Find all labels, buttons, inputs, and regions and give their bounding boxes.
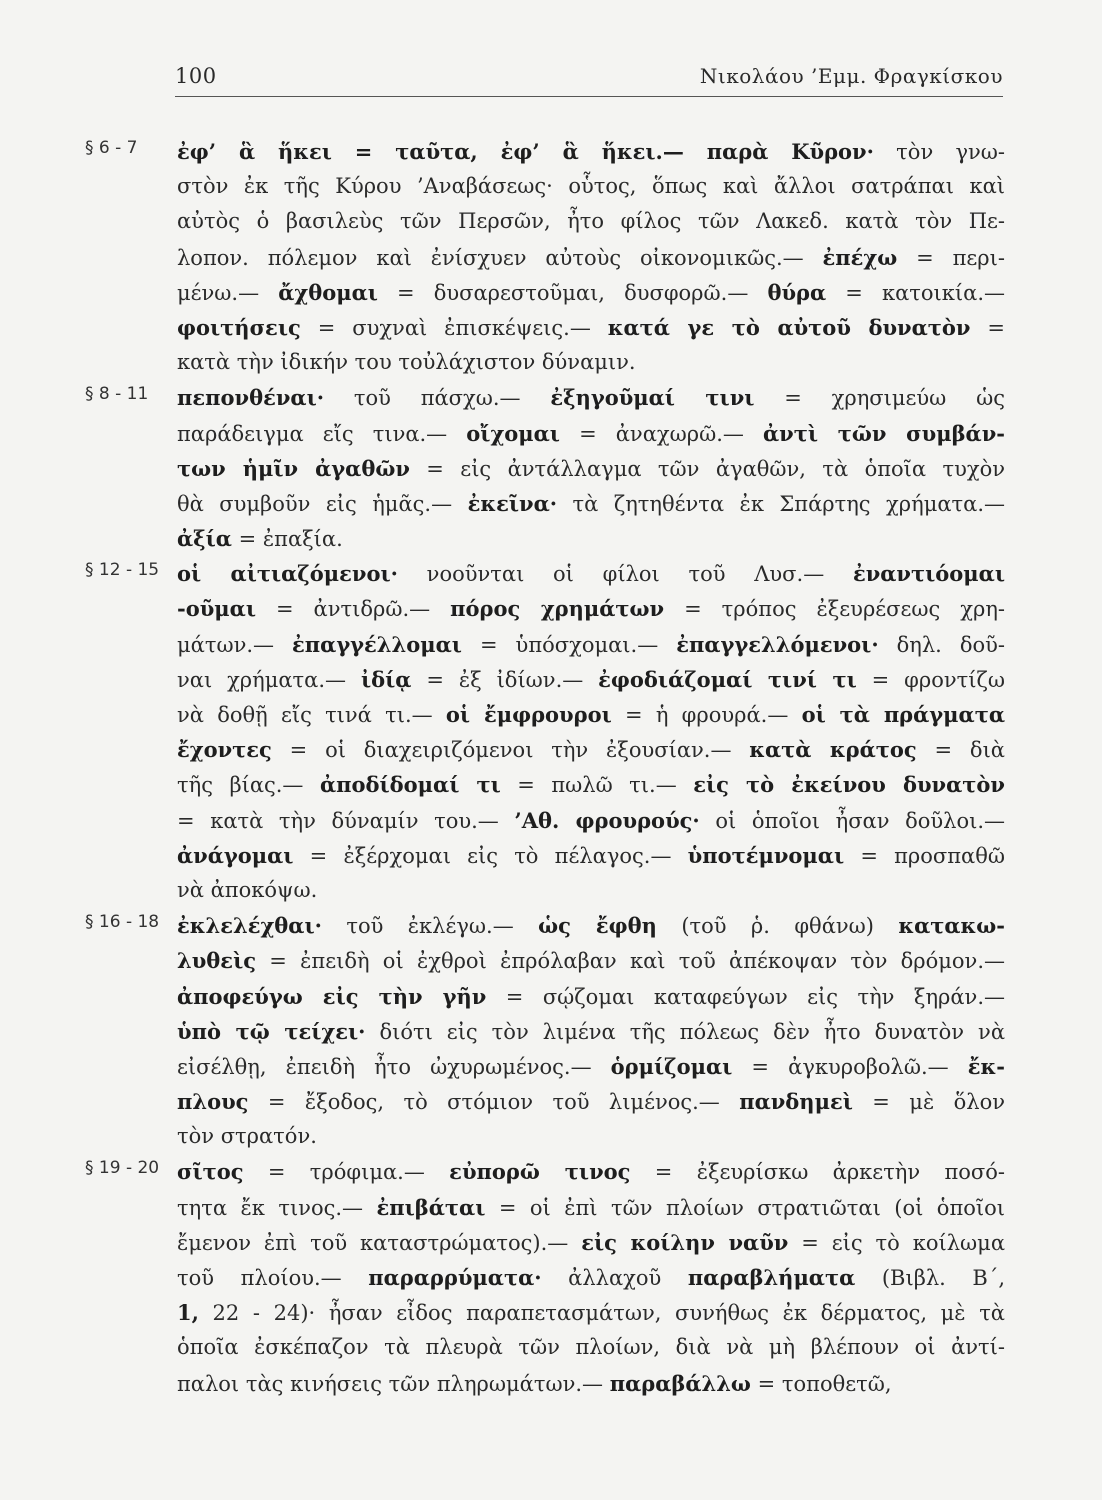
lemma: φοιτήσεις xyxy=(177,314,301,340)
lemma: σῖτος xyxy=(177,1159,244,1185)
lemma: -οῦμαι xyxy=(177,596,256,622)
gloss: = εἰς τὸ κοίλωμα xyxy=(788,1230,1005,1255)
lemma: πόρος χρημάτων xyxy=(450,596,665,622)
lemma: 1, xyxy=(177,1300,199,1326)
text-line xyxy=(177,1190,1005,1225)
gloss: = κατοικία.— xyxy=(826,280,1005,305)
gloss: = μὲ ὅλον xyxy=(852,1090,1005,1115)
header-rule xyxy=(175,96,1003,97)
gloss: = ἡ φρουρά.— xyxy=(611,703,802,727)
lemma: των ἡμῖν ἀγαθῶν xyxy=(177,455,410,481)
text-line xyxy=(177,380,1005,415)
gloss: διότι εἰς τὸν λιμένα τῆς πόλεως δὲν ἦτο δυνατὸν νὰ xyxy=(365,1019,1005,1044)
gloss: = κατὰ τὴν δύναμίν του.— xyxy=(177,808,515,833)
lemma: παραβλήματα xyxy=(687,1265,856,1290)
section xyxy=(85,134,1005,380)
gloss: παράδειγμα εἴς τινα.— xyxy=(177,421,467,446)
gloss: = διὰ xyxy=(916,738,1005,763)
section-label: § 16 - 18 xyxy=(85,912,160,933)
gloss: = οἱ ἐπὶ τῶν πλοίων στρατιῶται (οἱ ὁποῖοι xyxy=(485,1195,1005,1220)
text-line xyxy=(177,1119,1005,1154)
gloss: οἱ ὁποῖοι ἦσαν δοῦλοι.— xyxy=(699,808,1005,833)
text-line xyxy=(177,1084,1005,1119)
lemma: παραβάλλω xyxy=(609,1370,751,1396)
gloss: = χρησιμεύω ὡς xyxy=(754,386,1005,411)
text-line xyxy=(177,556,1005,591)
gloss: τὸν στρατόν. xyxy=(177,1124,317,1149)
gloss: = τοποθετῶ, xyxy=(750,1371,892,1396)
gloss: τητα ἔκ τινος.— xyxy=(177,1195,377,1220)
text-line xyxy=(177,134,1005,169)
gloss: ὁποῖα ἐσκέπαζον τὰ πλευρὰ τῶν πλοίων, διὰ νὰ μὴ βλέπουν οἱ ἀντί- xyxy=(177,1335,1005,1360)
text-line xyxy=(177,1225,1005,1260)
gloss: = ἀντιδρῶ.— xyxy=(256,597,451,622)
lemma: οἱ τὰ πράγματα xyxy=(801,702,1005,727)
gloss: ἔμενον ἐπὶ τοῦ καταστρώματος).— xyxy=(177,1230,582,1255)
lemma: ἀποδίδομαί τι xyxy=(319,772,501,798)
lemma: ἔχοντες xyxy=(177,737,272,763)
gloss: = προσπαθῶ xyxy=(844,843,1005,868)
lemma: ἔκ- xyxy=(967,1053,1005,1079)
text-line xyxy=(177,240,1005,275)
lemma: θύρα xyxy=(767,279,827,305)
gloss: μάτων.— xyxy=(177,632,293,657)
gloss: = ἀγκυροβολῶ.— xyxy=(732,1054,968,1079)
gloss: αὐτὸς ὁ βασιλεὺς τῶν Περσῶν, ἦτο φίλος τῶν Λακεδ. κατὰ τὸν Πε- xyxy=(177,209,1005,234)
gloss: = ὑπόσχομαι.— xyxy=(461,632,677,657)
text-line xyxy=(177,732,1005,767)
lemma: παραρρύματα· xyxy=(368,1265,542,1290)
lemma: λυθεὶς xyxy=(177,948,257,974)
text-line xyxy=(177,310,1005,345)
lemma: ὑποτέμνομαι xyxy=(687,842,845,868)
gloss: ἀλλαχοῦ xyxy=(541,1266,688,1290)
gloss: (Βιβλ. Β΄, xyxy=(855,1266,1005,1290)
lemma: κατὰ κράτος xyxy=(749,737,917,763)
text-line xyxy=(177,838,1005,873)
gloss: νὰ δοθῇ εἴς τινά τι.— xyxy=(177,703,446,727)
gloss: = ἐπαξία. xyxy=(231,527,343,552)
text-line xyxy=(177,1330,1005,1365)
lemma: εἰς τὸ ἐκείνου δυνατὸν xyxy=(693,772,1005,798)
gloss: = ἐπειδὴ οἱ ἐχθροὶ ἐπρόλαβαν καὶ τοῦ ἀπέκοψαν τὸν δρόμον.— xyxy=(256,949,1005,974)
text-line xyxy=(177,204,1005,239)
text-line xyxy=(177,169,1005,204)
gloss: θὰ συμβοῦν εἰς ἡμᾶς.— xyxy=(177,491,468,516)
section xyxy=(85,556,1005,908)
gloss: τὸν γνω- xyxy=(873,140,1005,164)
text-line xyxy=(177,943,1005,978)
text-line xyxy=(177,486,1005,521)
running-head: Νικολάου ’Εμμ. Φραγκίσκου xyxy=(699,64,1003,88)
lemma: ἐφ’ ἃ ἥκει = ταῦτα, ἐφ’ ἃ ἥκει.— παρὰ Κῦρον· xyxy=(177,139,874,164)
text-line xyxy=(177,416,1005,451)
gloss: παλοι τὰς κινήσεις τῶν πληρωμάτων.— xyxy=(177,1371,610,1396)
text-line xyxy=(177,1014,1005,1049)
section-label: § 12 - 15 xyxy=(85,560,160,581)
gloss: τοῦ πλοίου.— xyxy=(177,1266,369,1290)
lemma: ἐξηγοῦμαί τινι xyxy=(550,385,755,411)
gloss: = ἐξέρχομαι εἰς τὸ πέλαγος.— xyxy=(293,843,688,868)
text-line xyxy=(177,1049,1005,1084)
gloss: = σῴζομαι καταφεύγων εἰς τὴν ξηράν.— xyxy=(486,984,1005,1009)
gloss: = ἐξευρίσκω ἀρκετὴν ποσό- xyxy=(630,1160,1005,1185)
lemma: οἱ ἔμφρουροι xyxy=(445,702,612,727)
text-line xyxy=(177,1366,1005,1401)
gloss: = οἱ διαχειριζόμενοι τὴν ἐξουσίαν.— xyxy=(271,738,750,763)
text-line xyxy=(177,521,1005,556)
text-line xyxy=(177,345,1005,380)
gloss: εἰσέλθῃ, ἐπειδὴ ἦτο ὠχυρωμένος.— xyxy=(177,1054,611,1079)
gloss: νοοῦνται οἱ φίλοι τοῦ Λυσ.— xyxy=(397,562,853,587)
lemma: ὁρμίζομαι xyxy=(610,1053,733,1079)
gloss: μένω.— xyxy=(177,280,279,305)
section-label: § 19 - 20 xyxy=(85,1158,160,1179)
gloss: = τρόπος ἐξευρέσεως χρη- xyxy=(664,597,1005,622)
lemma: εὐπορῶ τινος xyxy=(449,1159,631,1185)
lemma: ἐκλελέχθαι· xyxy=(177,913,322,939)
gloss: 22 - 24)· ἦσαν εἶδος παραπετασμάτων, συνήθως ἐκ δέρματος, μὲ τὰ xyxy=(198,1301,1005,1326)
page-number: 100 xyxy=(175,64,217,88)
lemma: ἐπέχω xyxy=(822,244,898,270)
text-line xyxy=(177,1260,1005,1295)
lemma: ’Αθ. φρουρούς· xyxy=(514,807,700,833)
gloss: = xyxy=(970,315,1005,340)
gloss: τοῦ ἐκλέγω.— xyxy=(321,914,539,939)
text-line xyxy=(177,697,1005,732)
lemma: ἐκεῖνα· xyxy=(467,490,558,516)
section xyxy=(85,1154,1005,1400)
lemma: ἰδίᾳ xyxy=(360,666,412,692)
gloss: τῆς βίας.— xyxy=(177,773,320,798)
gloss: = τρόφιμα.— xyxy=(243,1160,450,1185)
text-line xyxy=(177,662,1005,697)
gloss: = δυσαρεστοῦμαι, δυσφορῶ.— xyxy=(377,280,768,305)
gloss: τοῦ πάσχω.— xyxy=(324,386,551,411)
lemma: ἐφοδιάζομαί τινί τι xyxy=(598,666,857,692)
gloss: = ἀναχωρῶ.— xyxy=(559,421,763,446)
lemma: πανδημεὶ xyxy=(739,1089,853,1115)
lemma: ἀποφεύγω εἰς τὴν γῆν xyxy=(177,983,487,1009)
gloss: στὸν ἐκ τῆς Κύρου ’Αναβάσεως· οὗτος, ὅπως καὶ ἄλλοι σατράπαι καὶ xyxy=(177,174,1005,199)
lemma: ἐναντιόομαι xyxy=(852,561,1005,587)
lemma: ὡς ἔφθη xyxy=(538,913,657,939)
section-label: § 8 - 11 xyxy=(85,384,149,405)
text-line xyxy=(177,767,1005,802)
gloss: (τοῦ ῥ. φθάνω) xyxy=(656,914,899,939)
commentary-text xyxy=(85,134,1005,1401)
gloss: = περι- xyxy=(897,245,1005,270)
text-line xyxy=(177,908,1005,943)
lemma: ἀνάγομαι xyxy=(177,842,294,868)
lemma: ἐπαγγέλλομαι xyxy=(292,631,462,657)
gloss: λοπον. πόλεμον καὶ ἐνίσχυεν αὐτοὺς οἰκονομικῶς.— xyxy=(177,245,823,270)
lemma: ἀξία xyxy=(177,526,232,552)
section xyxy=(85,908,1005,1154)
section-label: § 6 - 7 xyxy=(85,138,138,158)
text-line xyxy=(177,1295,1005,1330)
gloss: = ἔξοδος, τὸ στόμιον τοῦ λιμένος.— xyxy=(248,1090,740,1115)
text-line xyxy=(177,451,1005,486)
text-line xyxy=(177,1154,1005,1189)
lemma: ἀντὶ τῶν συμβάν- xyxy=(762,420,1005,446)
gloss: ναι χρήματα.— xyxy=(177,667,361,692)
gloss: νὰ ἀποκόψω. xyxy=(177,877,318,902)
lemma: ὑπὸ τῷ τείχει· xyxy=(177,1018,366,1044)
lemma: εἰς κοίλην ναῦν xyxy=(581,1229,789,1255)
lemma: πλους xyxy=(177,1089,249,1115)
gloss: κατὰ τὴν ἰδικήν του τοὐλάχιστον δύναμιν. xyxy=(177,350,636,375)
text-line xyxy=(177,803,1005,838)
lemma: πεπονθέναι· xyxy=(177,385,325,411)
lemma: οἱ αἰτιαζόμενοι· xyxy=(177,561,398,587)
lemma: κατακω- xyxy=(898,913,1005,939)
lemma: ἐπιβάται xyxy=(376,1194,486,1220)
gloss: = εἰς ἀντάλλαγμα τῶν ἀγαθῶν, τὰ ὁποῖα τυχὸν xyxy=(409,456,1005,481)
gloss: τὰ ζητηθέντα ἐκ Σπάρτης χρήματα.— xyxy=(557,491,1005,516)
text-line xyxy=(177,591,1005,626)
text-line xyxy=(177,627,1005,662)
text-line xyxy=(177,873,1005,908)
gloss: = φροντίζω xyxy=(856,667,1005,692)
section xyxy=(85,380,1005,556)
lemma: ἐπαγγελλόμενοι· xyxy=(676,631,879,657)
page-header xyxy=(175,64,1003,104)
text-line xyxy=(177,275,1005,310)
lemma: κατά γε τὸ αὐτοῦ δυνατὸν xyxy=(607,314,971,340)
gloss: δηλ. δοῦ- xyxy=(878,632,1005,657)
gloss: = πωλῶ τι.— xyxy=(500,773,694,798)
lemma: ἄχθομαι xyxy=(278,279,378,305)
gloss: = συχναὶ ἐπισκέψεις.— xyxy=(300,315,608,340)
text-line xyxy=(177,979,1005,1014)
gloss: = ἐξ ἰδίων.— xyxy=(411,667,599,692)
lemma: οἴχομαι xyxy=(466,420,560,446)
